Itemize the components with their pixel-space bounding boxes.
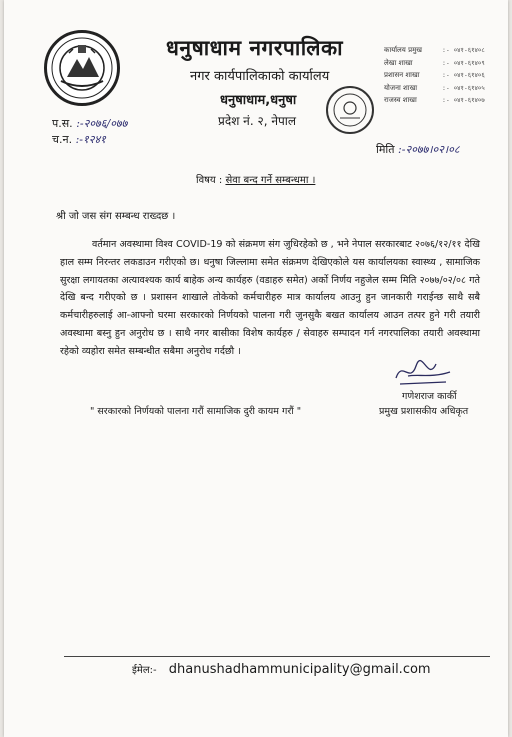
- contact-number: :- ०४१-६१४०५: [442, 83, 485, 92]
- contact-label: लेखा शाखा: [384, 58, 413, 67]
- contact-number: :- ०४१-६१४०७: [442, 96, 485, 104]
- emblem-graphic: [47, 33, 117, 103]
- letter-date: [376, 142, 460, 157]
- contact-label: प्रशासन शाखा: [384, 71, 420, 79]
- footer-divider: [64, 656, 490, 657]
- subject-text: सेवा बन्द गर्ने सम्बन्धमा ।: [225, 175, 316, 186]
- contact-label: कार्यालय प्रमुख: [384, 46, 422, 54]
- cn-label: च.न.: [52, 133, 73, 146]
- salutation: श्री जो जस संग सम्बन्ध राख्दछ ।: [56, 211, 176, 222]
- office-name: नगर कार्यपालिकाको कार्यालय: [190, 69, 330, 84]
- office-stamp: [326, 86, 374, 134]
- contact-label: योजना शाखा: [384, 83, 418, 92]
- cn-value: :-१२४१: [75, 133, 106, 146]
- contact-row: [384, 94, 508, 107]
- body-paragraph: [60, 236, 480, 361]
- ps-number: [52, 116, 127, 131]
- municipality-emblem: [44, 30, 120, 106]
- contact-row: [384, 57, 508, 70]
- org-name: धनुषाधाम नगरपालिका: [166, 36, 344, 60]
- body-text: वर्तमान अवस्थामा विश्व COVID-19 को संक्रमण संग जुधिरहेको छ , भने नेपाल सरकारबाट २०७६/१२/११ देखि हाल सम्म निरन्तर लकडाउन गरीएको छ। धनुषा जिल्लामा समेत संक्रमण देखिएकोले यस कार्यालयका स्वास्थ्य , सामाजिक सुरक्षा लगायतका अत्यावश्यक कार्य बाहेक अन्य कार्यहरु (वडाहरु समेत) अर्को निर्णय नहुजेल सम्म मिति २०७७/०२/०८ गते देखि बन्द गरीएको छ । प्रशासन शाखाले तोकेको कर्मचारीहरु मात्र कार्यालय आउनु हुन जानकारी गराईन्छ साथै सबै कर्मचारीहरुलाई आ-आफ्नो घरमा सरकारको निर्णयको पालना गरी जुनसुकै बखत कार्यालय आउन तत्पर हुने गरी तयारी अवस्थामा बस्नु हुन अनुरोध छ । साथै नगर बासीका विशेष कार्यहरु / सेवाहरु सम्पादन गर्न नगरपालिका तयारी अवस्थामा रहेको व्यहोरा समेत सम्बन्धीत सबैमा अनुरोध गर्दछौ ।: [60, 239, 480, 357]
- contact-number: :- ०४१-६१४०६: [442, 71, 485, 79]
- contact-row: [384, 44, 508, 57]
- contact-row: [384, 82, 508, 95]
- cn-number: [52, 132, 106, 147]
- signature-scribble: [388, 354, 458, 388]
- signature: [388, 354, 458, 388]
- slogan: " सरकारको निर्णयको पालना गरौं सामाजिक दुरी कायम गरौं ": [90, 406, 302, 417]
- office-province: प्रदेश नं. २, नेपाल: [218, 114, 297, 128]
- contact-list: [384, 44, 508, 107]
- signatory-name: गणेशराज कार्की: [402, 391, 457, 402]
- contact-number: :- ०४१-६१४०९: [442, 58, 485, 67]
- subject-line: [196, 172, 315, 186]
- ps-value: :-२०७६/०७७: [76, 117, 128, 130]
- email-address[interactable]: dhanushadhammunicipality@gmail.com: [168, 662, 431, 677]
- office-location: धनुषाधाम,धनुषा: [220, 93, 297, 108]
- date-value: :-२०७७।०२।०८: [398, 143, 460, 156]
- email-label: ईमेल:-: [132, 665, 157, 676]
- footer-email: [132, 662, 431, 677]
- letter-sheet: [4, 0, 508, 737]
- contact-row: [384, 69, 508, 82]
- signatory-title: प्रमुख प्रशासकीय अधिकृत: [379, 406, 469, 417]
- contact-label: राजस्व शाखा: [384, 96, 417, 104]
- date-label: मिति: [376, 143, 395, 156]
- subject-label: विषय :: [196, 175, 223, 186]
- stamp-graphic: [328, 88, 372, 132]
- contact-number: :- ०४१-६१४०८: [442, 46, 485, 54]
- ps-label: प.स.: [52, 117, 73, 130]
